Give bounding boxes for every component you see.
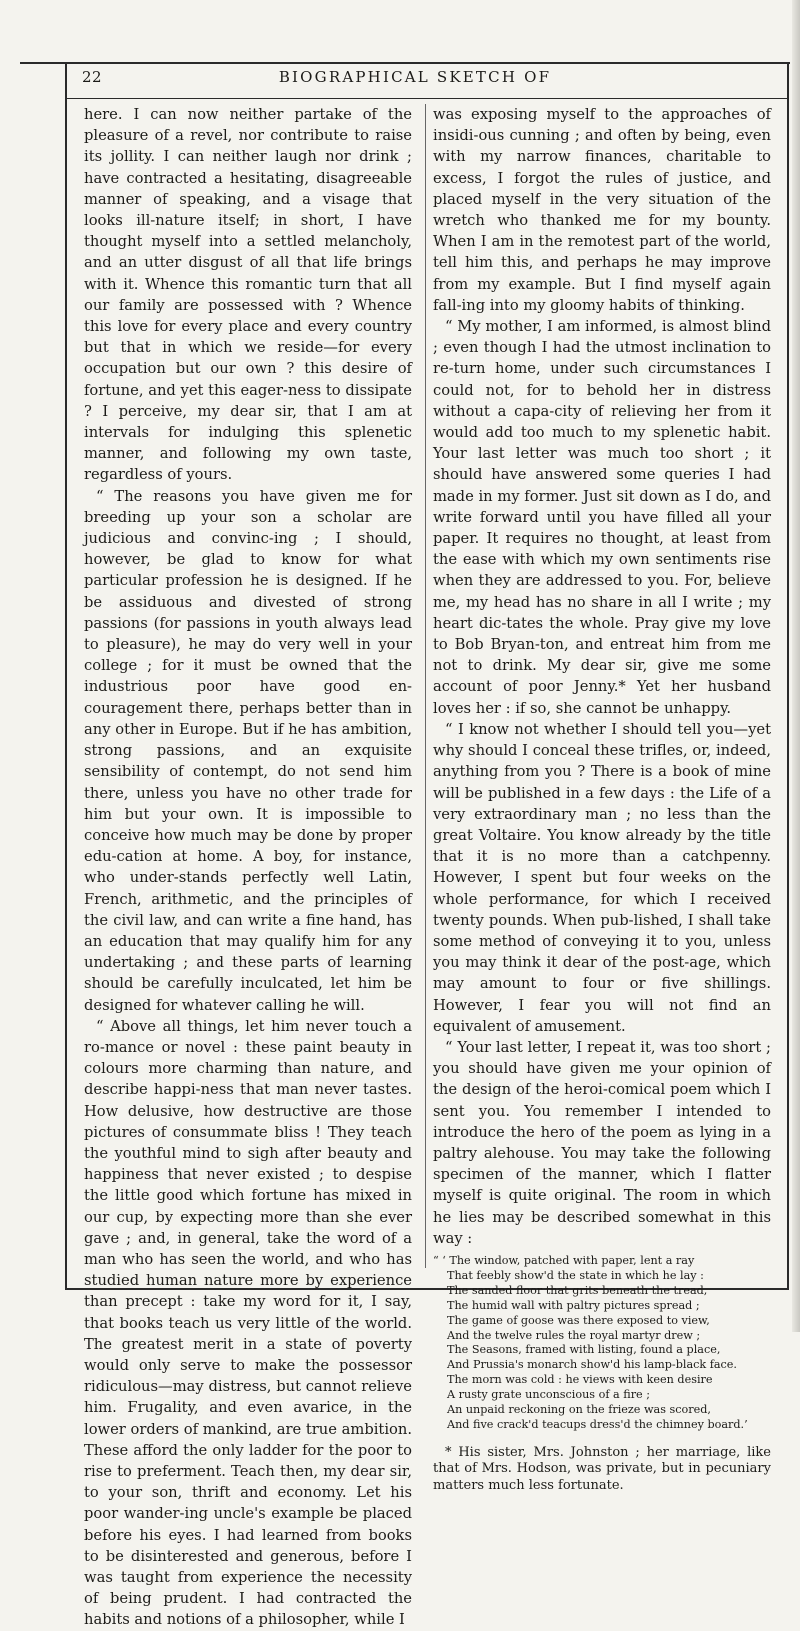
right-column xyxy=(433,104,771,1495)
running-head: BIOGRAPHICAL SKETCH OF xyxy=(278,68,552,86)
poem-line: The sanded floor that grits beneath the tread, xyxy=(447,1283,708,1297)
poem-line: The humid wall with paltry pictures spread ; xyxy=(447,1298,700,1312)
poem-line: And Prussia's monarch show'd his lamp-black face. xyxy=(447,1358,737,1372)
poem-line: And the twelve rules the royal martyr drew ; xyxy=(447,1328,701,1342)
paragraph: was exposing myself to the approaches of insidi-ous cunning ; and often by being, even with my narrow finances, charitable to excess, I forgot the rules of justice, and placed myself in the very situation of the wretch who thanked me for my bounty. When I am in the remotest part of the world, tell him this, and perhaps he may improve from my example. But I find myself again fall-ing into my gloomy habits of thinking. xyxy=(433,106,771,314)
poem-line: The Seasons, framed with listing, found a place, xyxy=(447,1343,721,1357)
paragraph: “ I know not whether I should tell you—yet why should I conceal these trifles, or, indeed, anything from you ? There is a book of mine will be published in a few days : the Life of a very extraordinary man ; no less than the great Voltaire. You know already by the title that it is no more than a catchpenny. However, I spent but four weeks on the whole performance, for which I received twenty pounds. When pub-lished, I shall take some method of conveying it to you, unless you may think it dear of the post-age, which may amount to four or five shillings. However, I fear you will not find an equivalent of amusement. xyxy=(433,720,771,1035)
poem-line: A rusty grate unconscious of a fire ; xyxy=(447,1388,651,1402)
footnote: * His sister, Mrs. Johnston ; her marriage, like that of Mrs. Hodson, was private, but in pecuniary matters much less fortunate. xyxy=(433,1444,771,1494)
page-number: 22 xyxy=(82,68,103,86)
paragraph: “ Above all things, let him never touch a ro-mance or novel : these paint beauty in colours more charming than nature, and describe happi-ness that man never tastes. How delusive, how destructive are those pictures of consummate bliss ! They teach the youthful mind to sigh after beauty and happiness that never existed ; to despise the little good which fortune has mixed in our cup, by expecting more than she ever gave ; and, in general, take the word of a man who has seen the world, and who has studied human nature more by experience than precept : take my word for it, I say, that books teach us very little of the world. The greatest merit in a state of poverty would only serve to make the possessor ridiculous—may distress, but cannot relieve him. Frugality, and even avarice, in the lower orders of mankind, are true ambition. These afford the only ladder for the poor to rise to preferment. Teach then, my dear sir, to your son, thrift and economy. Let his poor wander-ing uncle's example be placed before his eyes. I had learned from books to be disinterested and generous, before I was taught from experience the necessity of being prudent. I had contracted the habits and notions of a philosopher, while I xyxy=(84,1017,412,1629)
paragraph: “ My mother, I am informed, is almost blind ; even though I had the utmost inclination to re-turn home, under such circumstances I could not, for to behold her in distress without a capa-city of relieving her from it would add too much to my splenetic habit. Your last letter was much too short ; it should have answered some queries I had made in my former. Just sit down as I do, and write forward until you have filled all your paper. It requires no thought, at least from the ease with which my own sentiments rise when they are addressed to you. For, believe me, my head has no share in all I write ; my heart dic-tates the whole. Pray give my love to Bob Bryan-ton, and entreat him from me not to drink. My dear sir, give me some account of poor Jenny.* Yet her husband loves her : if so, she cannot be unhappy. xyxy=(433,318,771,717)
poem-line: That feebly show'd the state in which he lay : xyxy=(447,1268,704,1282)
left-column xyxy=(84,104,412,1631)
poem-line: “ ‘ The window, patched with paper, lent a ray xyxy=(433,1253,695,1267)
poem-excerpt xyxy=(433,1254,771,1433)
poem-line: And five crack'd teacups dress'd the chimney board.’ xyxy=(447,1417,748,1431)
paragraph: here. I can now neither partake of the pleasure of a revel, nor contribute to raise its jollity. I can neither laugh nor drink ; have contracted a hesitating, disagreeable manner of speaking, and a visage that looks ill-nature itself; in short, I have thought myself into a settled melancholy, and an utter disgust of all that life brings with it. Whence this romantic turn that all our family are possessed with ? Whence this love for every place and every country but that in which we reside—for every occupation but our own ? this desire of fortune, and yet this eager-ness to dissipate ? I perceive, my dear sir, that I am at intervals for indulging this splenetic manner, and following my own taste, regardless of yours. xyxy=(84,106,412,484)
paragraph: “ Your last letter, I repeat it, was too short ; you should have given me your opinion of the design of the heroi-comical poem which I sent you. You remember I intended to introduce the hero of the poem as lying in a paltry alehouse. You may take the following specimen of the manner, which I flatter myself is quite original. The room in which he lies may be described somewhat in this way : xyxy=(433,1038,771,1247)
poem-line: The morn was cold : he views with keen desire xyxy=(447,1373,713,1387)
scan-edge xyxy=(792,0,800,1332)
poem-line: An unpaid reckoning on the frieze was scored, xyxy=(447,1403,711,1417)
poem-line: The game of goose was there exposed to view, xyxy=(447,1313,710,1327)
header-rule xyxy=(65,98,789,99)
column-divider xyxy=(425,104,426,1268)
paragraph: “ The reasons you have given me for breeding up your son a scholar are judicious and convinc-ing ; I should, however, be glad to know for what particular profession he is designed. If he be assiduous and divested of strong passions (for passions in youth always lead to pleasure), he may do very well in your college ; for it must be owned that the industrious poor have good en-couragement there, perhaps better than in any other in Europe. But if he has ambition, strong passions, and an exquisite sensibility of contempt, do not send him there, unless you have no other trade for him but your own. It is impossible to conceive how much may be done by proper edu-cation at home. A boy, for instance, who under-stands perfectly well Latin, French, arithmetic, and the principles of the civil law, and can write a fine hand, has an education that may qualify him for any undertaking ; and these parts of learning should be carefully inculcated, let him be designed for whatever calling he will. xyxy=(84,487,412,1014)
